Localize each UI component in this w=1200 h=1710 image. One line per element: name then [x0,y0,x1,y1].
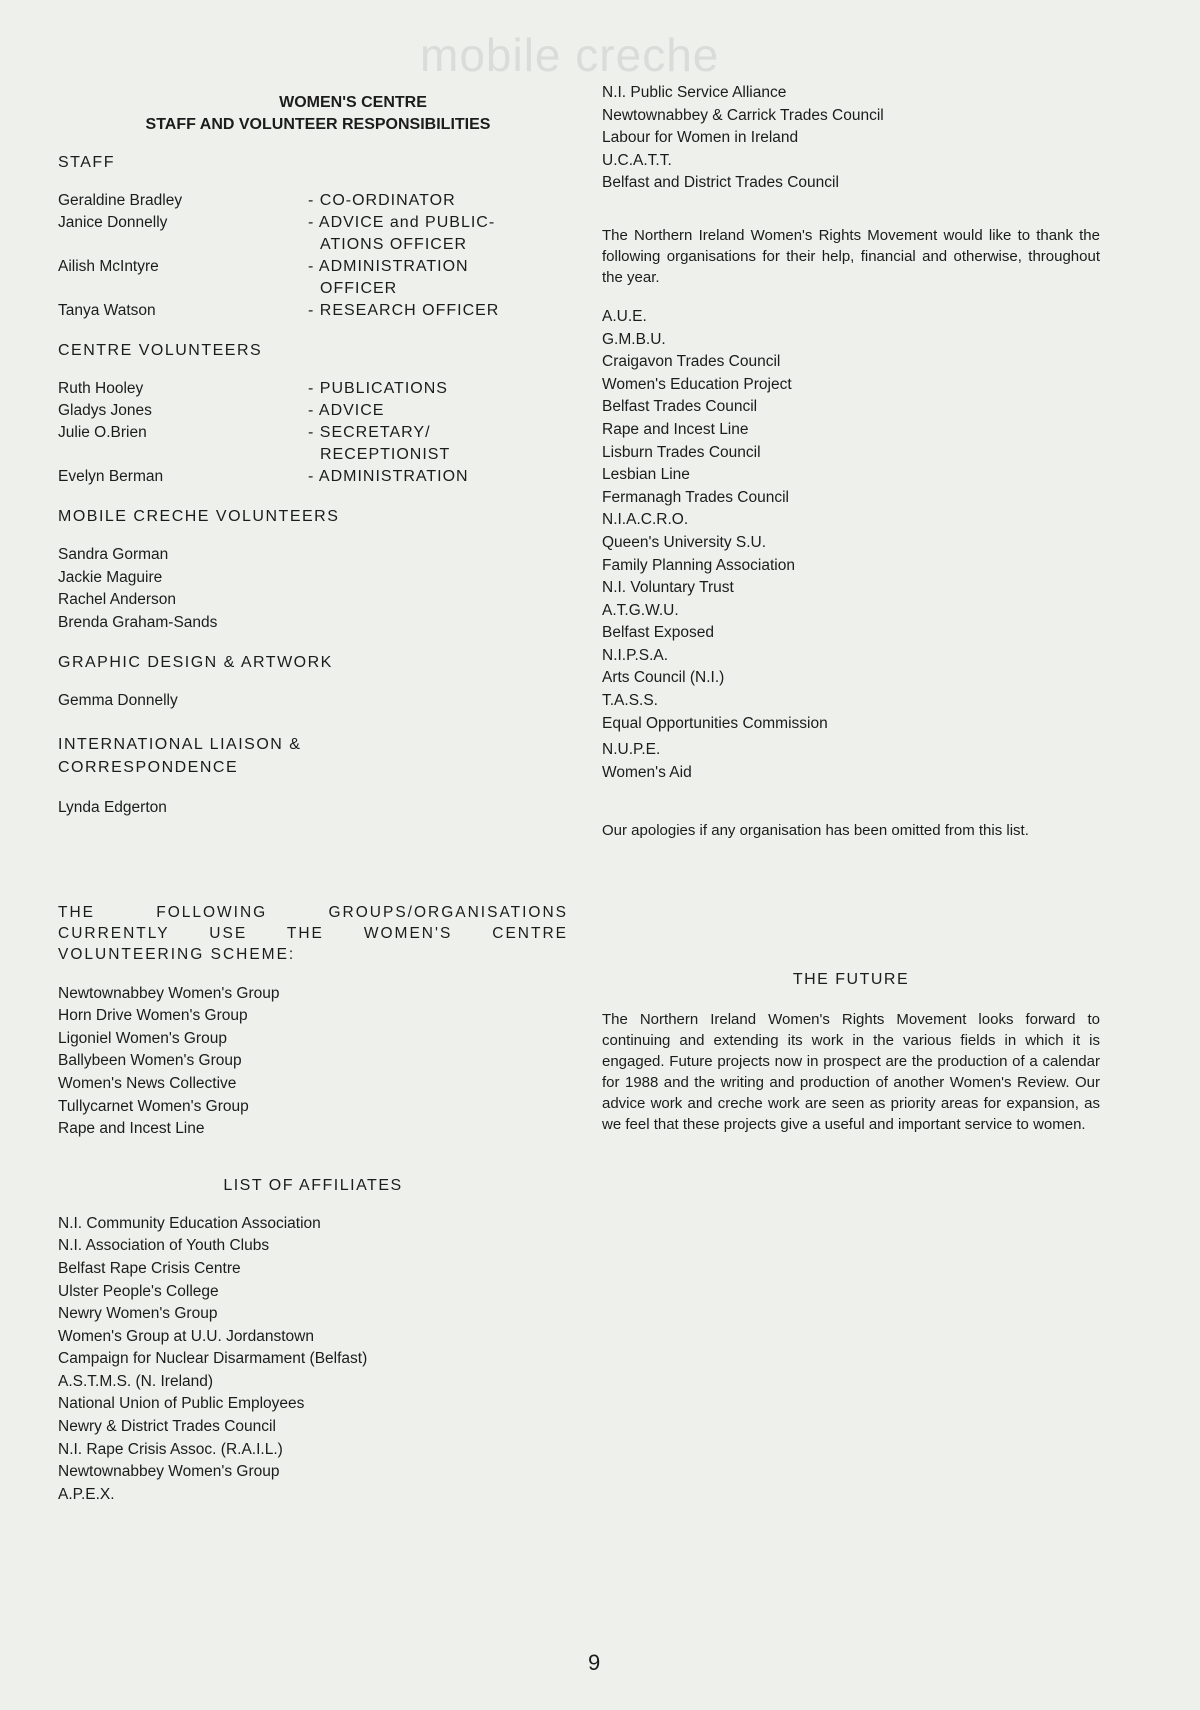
graphic-heading: GRAPHIC DESIGN & ARTWORK [58,654,333,672]
list-item: Ligoniel Women's Group [58,1029,227,1047]
intl-heading-line: INTERNATIONAL LIAISON & [58,735,302,753]
list-item: Newtownabbey & Carrick Trades Council [602,106,884,124]
list-item: N.I.P.S.A. [602,646,669,664]
list-item: N.I.A.C.R.O. [602,511,689,529]
volunteer-role: - ADMINISTRATION [308,468,469,485]
list-item: Newtownabbey Women's Group [58,1463,280,1481]
list-item: Ulster People's College [58,1282,219,1300]
list-item: Ballybeen Women's Group [58,1052,242,1070]
affiliates-continued [602,82,1100,195]
list-item: N.U.P.E. [602,741,661,759]
staff-row [58,234,578,256]
list-item: Equal Opportunities Commission [602,714,828,732]
volunteer-row [58,466,578,488]
list-item: Fermanagh Trades Council [602,488,789,506]
staff-role: ATIONS OFFICER [320,236,468,253]
future-paragraph: The Northern Ireland Women's Rights Movement looks forward to continuing and extending its work in the various fields in which it is engaged. Future projects now in prospect are the production of a calendar for 1988 and the writing and production of another Women's Review. Our advice work and creche work are seen as priority areas for expansion, as we feel that these projects give a useful and important service to women. [602,1011,1100,1134]
list-item: National Union of Public Employees [58,1395,305,1413]
list-item: Brenda Graham-Sands [58,613,218,631]
staff-name [58,234,308,256]
list-item: Family Planning Association [602,556,795,574]
list-item: Rape and Incest Line [58,1120,205,1138]
list-item: Lynda Edgerton [58,798,167,816]
staff-name: Tanya Watson [58,302,156,319]
creche-heading: MOBILE CRECHE VOLUNTEERS [58,508,340,525]
volunteer-role: - SECRETARY/ [308,424,431,441]
bleed-through-text: mobile creche [420,29,720,81]
staff-role: - ADVICE and PUBLIC- [308,214,496,231]
staff-list [58,190,578,322]
volunteer-row [58,444,578,466]
staff-row [58,190,578,212]
list-item: Newtownabbey Women's Group [58,984,280,1002]
list-item: Women's Group at U.U. Jordanstown [58,1327,314,1345]
section-title [58,92,578,136]
volunteer-role: - PUBLICATIONS [308,380,448,397]
staff-role: - CO-ORDINATOR [308,192,456,209]
staff-row [58,212,578,234]
affiliates-list [58,1213,578,1507]
list-item: N.I. Rape Crisis Assoc. (R.A.I.L.) [58,1440,283,1458]
volunteer-name [58,444,308,466]
list-item: Lisburn Trades Council [602,443,761,461]
title-line: WOMEN'S CENTRE [279,94,427,111]
title-line: STAFF AND VOLUNTEER RESPONSIBILITIES [145,116,491,133]
staff-name: Ailish McIntyre [58,258,159,275]
list-item: Tullycarnet Women's Group [58,1097,249,1115]
list-item: Belfast and District Trades Council [602,174,839,192]
intl-list [58,797,578,820]
list-item: Newry & District Trades Council [58,1418,276,1436]
apology-paragraph: Our apologies if any organisation has been omitted from this list. [602,822,1029,840]
volunteer-role: - ADVICE [308,402,385,419]
list-item: U.C.A.T.T. [602,151,672,169]
list-item: Labour for Women in Ireland [602,129,799,147]
list-item: N.I. Association of Youth Clubs [58,1237,270,1255]
list-item: A.U.E. [602,307,647,325]
volunteer-name: Ruth Hooley [58,380,144,397]
left-column [58,92,578,1506]
list-item: N.I. Community Education Association [58,1214,321,1232]
volunteer-name: Julie O.Brien [58,424,147,441]
intl-heading [58,733,578,779]
volunteers-list [58,378,578,488]
list-item: Arts Council (N.I.) [602,669,725,687]
list-item: Rachel Anderson [58,591,177,609]
groups-list [58,983,578,1141]
staff-name: Geraldine Bradley [58,192,183,209]
list-item: Queen's University S.U. [602,533,767,551]
graphic-list [58,690,578,713]
creche-list [58,544,578,634]
volunteer-name: Gladys Jones [58,402,152,419]
staff-role: - RESEARCH OFFICER [308,302,500,319]
staff-name [58,278,308,300]
list-item: Belfast Exposed [602,624,715,642]
list-item: Sandra Gorman [58,546,169,563]
list-item: A.T.G.W.U. [602,601,679,619]
list-item: Newry Women's Group [58,1305,218,1323]
list-item: Rape and Incest Line [602,420,749,438]
staff-role: - ADMINISTRATION [308,258,469,275]
list-item: N.I. Voluntary Trust [602,579,734,597]
volunteer-name: Evelyn Berman [58,468,164,485]
volunteers-heading: CENTRE VOLUNTEERS [58,342,263,359]
list-item: Women's Aid [602,763,692,781]
list-item: Jackie Maguire [58,568,163,586]
list-item: G.M.B.U. [602,330,666,348]
staff-row [58,256,578,278]
staff-heading: STAFF [58,154,115,171]
list-item: T.A.S.S. [602,692,658,710]
list-item: Campaign for Nuclear Disarmament (Belfast) [58,1350,368,1368]
list-item: Women's News Collective [58,1074,237,1092]
staff-row [58,300,578,322]
list-item: Belfast Trades Council [602,398,758,416]
list-item: A.P.E.X. [58,1485,115,1503]
right-column [602,82,1100,1135]
staff-row [58,278,578,300]
groups-intro: THE FOLLOWING GROUPS/ORGANISATIONS CURRENTLY USE THE WOMEN'S CENTRE VOLUNTEERING SCHEME: [58,903,568,963]
list-item: Lesbian Line [602,466,690,484]
volunteer-row [58,378,578,400]
organisations-list [602,306,1100,784]
list-item: Gemma Donnelly [58,692,178,710]
list-item: Women's Education Project [602,375,792,393]
volunteer-row [58,422,578,444]
list-item: A.S.T.M.S. (N. Ireland) [58,1372,214,1390]
intl-heading-line: CORRESPONDENCE [58,758,239,776]
volunteer-row [58,400,578,422]
affiliates-heading: LIST OF AFFILIATES [223,1176,403,1194]
volunteer-role: RECEPTIONIST [320,446,451,463]
list-item: N.I. Public Service Alliance [602,84,787,101]
future-heading: THE FUTURE [792,971,910,989]
page-number: 9 [588,1650,601,1675]
staff-role: OFFICER [320,280,398,297]
list-item: Craigavon Trades Council [602,353,781,371]
list-item: Belfast Rape Crisis Centre [58,1259,241,1277]
thanks-paragraph: The Northern Ireland Women's Rights Movement would like to thank the following organisations for their help, financial and otherwise, throughout the year. [602,226,1100,286]
staff-name: Janice Donnelly [58,214,168,231]
list-item: Horn Drive Women's Group [58,1007,248,1025]
